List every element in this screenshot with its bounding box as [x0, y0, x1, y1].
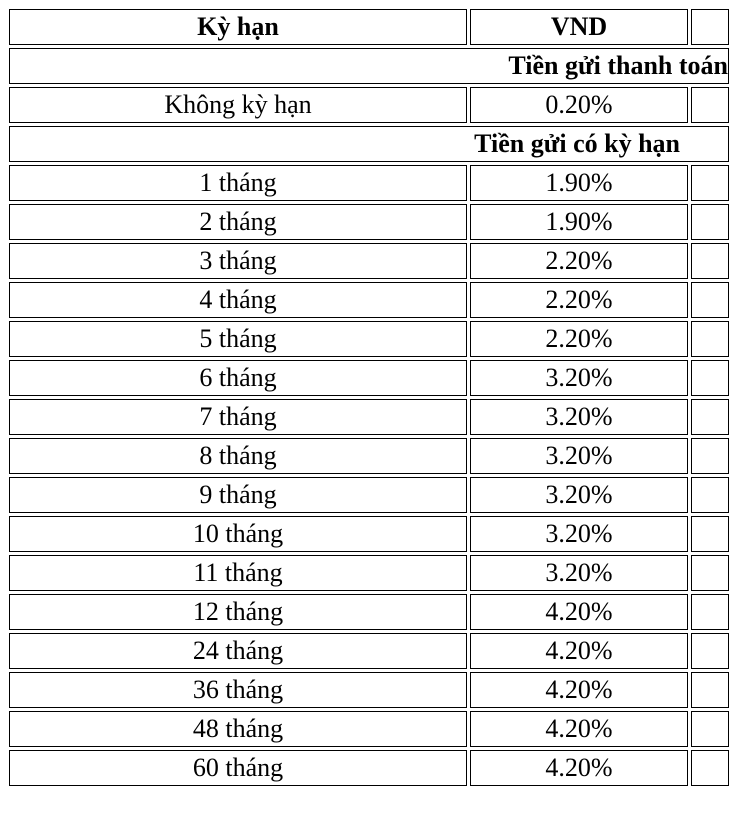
extra-cell — [691, 594, 729, 630]
table-row — [9, 555, 729, 591]
rate-cell: 0.20% — [470, 87, 688, 123]
extra-cell — [691, 438, 729, 474]
rate-cell: 2.20% — [470, 243, 688, 279]
extra-cell — [691, 243, 729, 279]
term-cell: 48 tháng — [9, 711, 467, 747]
term-cell: 7 tháng — [9, 399, 467, 435]
table-row — [9, 438, 729, 474]
rate-cell: 3.20% — [470, 399, 688, 435]
term-cell: 12 tháng — [9, 594, 467, 630]
extra-cell — [691, 87, 729, 123]
rates-table-wrapper — [6, 6, 732, 789]
term-cell: 10 tháng — [9, 516, 467, 552]
extra-cell — [691, 516, 729, 552]
header-currency: VND — [470, 9, 688, 45]
extra-cell — [691, 321, 729, 357]
section-row-demand — [9, 48, 729, 84]
section-label-demand — [9, 48, 729, 84]
term-cell: 3 tháng — [9, 243, 467, 279]
rate-cell: 4.20% — [470, 672, 688, 708]
term-cell: 60 tháng — [9, 750, 467, 786]
table-row — [9, 165, 729, 201]
table-row — [9, 750, 729, 786]
extra-cell — [691, 204, 729, 240]
term-cell: 6 tháng — [9, 360, 467, 396]
rate-cell: 4.20% — [470, 711, 688, 747]
rate-cell: 4.20% — [470, 633, 688, 669]
extra-cell — [691, 672, 729, 708]
rate-cell: 1.90% — [470, 165, 688, 201]
rate-cell: 3.20% — [470, 516, 688, 552]
extra-cell — [691, 477, 729, 513]
section-label-term — [9, 126, 729, 162]
extra-cell — [691, 399, 729, 435]
rate-cell: 3.20% — [470, 477, 688, 513]
extra-cell — [691, 165, 729, 201]
table-row — [9, 711, 729, 747]
term-cell: 5 tháng — [9, 321, 467, 357]
extra-cell — [691, 555, 729, 591]
term-cell: Không kỳ hạn — [9, 87, 467, 123]
header-extra-cell — [691, 9, 729, 45]
rate-cell: 2.20% — [470, 321, 688, 357]
table-row — [9, 243, 729, 279]
table-row — [9, 594, 729, 630]
term-cell: 9 tháng — [9, 477, 467, 513]
table-row — [9, 204, 729, 240]
rate-cell: 1.90% — [470, 204, 688, 240]
extra-cell — [691, 360, 729, 396]
table-row — [9, 672, 729, 708]
term-cell: 11 tháng — [9, 555, 467, 591]
table-row — [9, 633, 729, 669]
rate-cell: 3.20% — [470, 555, 688, 591]
extra-cell — [691, 750, 729, 786]
rate-cell: 4.20% — [470, 750, 688, 786]
section-label-term-text: Tiền gửi có kỳ hạn — [474, 129, 680, 158]
term-cell: 1 tháng — [9, 165, 467, 201]
table-row — [9, 282, 729, 318]
rate-cell: 3.20% — [470, 360, 688, 396]
header-term: Kỳ hạn — [9, 9, 467, 45]
rate-cell: 2.20% — [470, 282, 688, 318]
rate-cell: 3.20% — [470, 438, 688, 474]
term-cell: 36 tháng — [9, 672, 467, 708]
table-row — [9, 399, 729, 435]
term-cell: 8 tháng — [9, 438, 467, 474]
table-row — [9, 321, 729, 357]
table-row — [9, 360, 729, 396]
extra-cell — [691, 711, 729, 747]
extra-cell — [691, 633, 729, 669]
interest-rate-table — [6, 6, 732, 789]
extra-cell — [691, 282, 729, 318]
term-cell: 2 tháng — [9, 204, 467, 240]
rate-cell: 4.20% — [470, 594, 688, 630]
section-row-term — [9, 126, 729, 162]
table-row — [9, 516, 729, 552]
term-cell: 4 tháng — [9, 282, 467, 318]
table-row — [9, 477, 729, 513]
term-cell: 24 tháng — [9, 633, 467, 669]
section-label-demand-text: Tiền gửi thanh toán — [508, 51, 728, 80]
table-row-demand — [9, 87, 729, 123]
header-row — [9, 9, 729, 45]
